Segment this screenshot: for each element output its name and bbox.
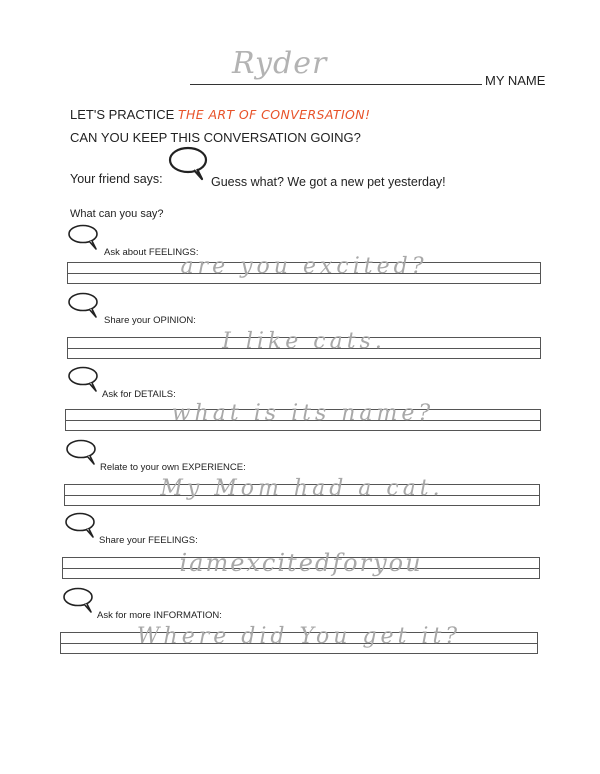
answer-box-relate-experience [64, 476, 540, 506]
answer-box-ask-feelings [67, 254, 541, 284]
section-label-share-feelings: Share your FEELINGS: [99, 535, 198, 546]
handwritten-answer: I like cats. [222, 329, 386, 354]
speech-bubble-icon [66, 292, 102, 320]
answer-box-share-feelings [62, 549, 540, 579]
section-label-ask-information: Ask for more INFORMATION: [97, 610, 222, 621]
friend-says-label: Your friend says: [70, 172, 163, 186]
speech-bubble-icon [66, 224, 102, 252]
answer-box-ask-details [65, 401, 541, 431]
handwritten-answer: what is its name? [171, 401, 435, 426]
subtitle: CAN YOU KEEP THIS CONVERSATION GOING? [70, 130, 361, 145]
section-label-ask-feelings: Ask about FEELINGS: [104, 247, 199, 258]
speech-bubble-icon [63, 512, 99, 540]
my-name-label: MY NAME [485, 73, 546, 88]
section-label-relate-experience: Relate to your own EXPERIENCE: [100, 462, 246, 473]
title-accent: THE ART OF CONVERSATION! [177, 107, 371, 122]
speech-bubble-icon [66, 366, 102, 394]
title-line [70, 107, 370, 122]
speech-bubble-icon [61, 587, 97, 615]
prompt-label: What can you say? [70, 208, 164, 220]
handwritten-name: Ryder [232, 46, 328, 81]
answer-box-share-opinion [67, 329, 541, 359]
answer-box-ask-information [60, 624, 538, 654]
section-label-share-opinion: Share your OPINION: [104, 315, 196, 326]
title-prefix: LET'S PRACTICE [70, 107, 178, 122]
handwritten-answer: My Mom had a cat. [160, 476, 444, 501]
section-label-ask-details: Ask for DETAILS: [102, 389, 176, 400]
speech-bubble-icon [164, 146, 210, 182]
name-line [190, 84, 482, 85]
handwritten-answer: Where did You get it? [136, 624, 462, 649]
friend-statement: Guess what? We got a new pet yesterday! [211, 175, 446, 189]
speech-bubble-icon [64, 439, 100, 467]
handwritten-answer: are you excited? [180, 254, 428, 279]
handwritten-answer: iamexcitedforyou [179, 549, 423, 577]
